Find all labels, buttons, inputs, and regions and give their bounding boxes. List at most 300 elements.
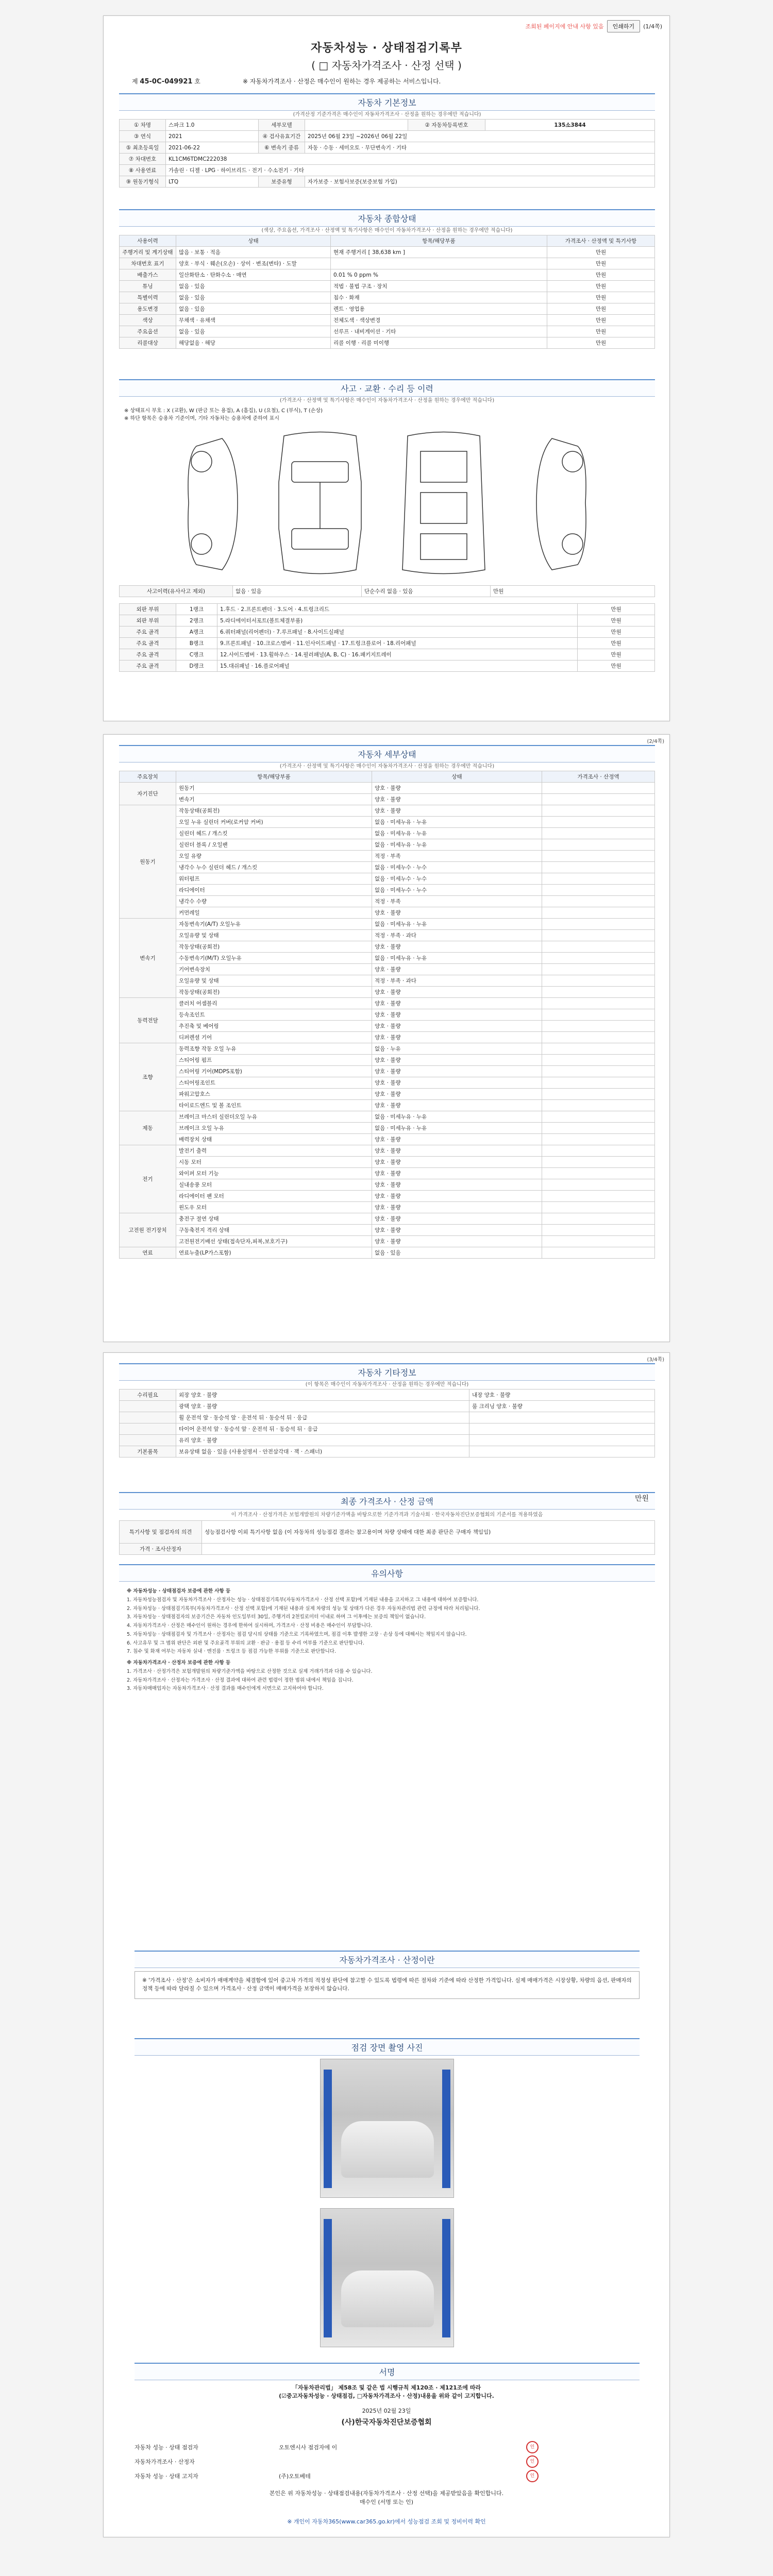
cell-v: 없음 · 있음 bbox=[176, 303, 331, 315]
col-header: 항목/해당부품 bbox=[331, 235, 547, 247]
table-row bbox=[120, 604, 655, 615]
seal-stamp: 인 bbox=[526, 2455, 539, 2468]
detail-price bbox=[542, 1168, 655, 1179]
table-row bbox=[120, 998, 655, 1009]
detail-price bbox=[542, 805, 655, 817]
other-b: 룸 크리닝 양호 · 불량 bbox=[469, 1401, 655, 1412]
table-row bbox=[120, 1191, 655, 1202]
detail-price bbox=[542, 896, 655, 907]
notes-list bbox=[127, 1584, 647, 1694]
docno-label: 제 bbox=[132, 78, 138, 85]
rank-name: 1랭크 bbox=[176, 604, 217, 615]
detail-item: 실내송풍 모터 bbox=[176, 1179, 372, 1191]
signer-role: 자동차가격조사 · 산정자 bbox=[135, 2459, 195, 2465]
detail-table bbox=[119, 771, 655, 1259]
other-label bbox=[120, 1401, 176, 1412]
detail-status: 양호 · 불량 bbox=[372, 1157, 542, 1168]
table-row bbox=[120, 930, 655, 941]
rank-memo: 만원 bbox=[578, 638, 655, 649]
detail-price bbox=[542, 851, 655, 862]
table-row bbox=[120, 1544, 655, 1555]
accident-note-1: ※ 상태표시 부호 : X (교환), W (판금 또는 용접), A (흠집), U (요철), C (부식), T (손상) bbox=[124, 408, 323, 414]
detail-price bbox=[542, 975, 655, 987]
detail-item: 스티어링조인트 bbox=[176, 1077, 372, 1089]
sign-date: 2025년 02월 23일 bbox=[362, 2408, 411, 2414]
detail-status: 양호 · 불량 bbox=[372, 1055, 542, 1066]
rank-table bbox=[119, 603, 655, 672]
page-number: (1/4쪽) bbox=[643, 23, 662, 30]
cell-item: 렌트 · 영업용 bbox=[331, 303, 547, 315]
note-item: ※ 자동차성능 · 상태점검자 보증에 관한 사항 등 bbox=[127, 1588, 231, 1594]
detail-item: 실린더 블록 / 오일팬 bbox=[176, 839, 372, 851]
detail-price bbox=[542, 817, 655, 828]
detail-status: 적정 · 부족 · 과다 bbox=[372, 930, 542, 941]
detail-status: 양호 · 불량 bbox=[372, 1145, 542, 1157]
detail-section-sub: (가격조사 · 산정액 및 특기사항은 매수인이 자동차가격조사 · 산정을 원하는 경우에만 적습니다) bbox=[279, 764, 495, 769]
car-image bbox=[341, 2121, 434, 2178]
table-row bbox=[120, 315, 655, 326]
rank-name: D랭크 bbox=[176, 660, 217, 672]
final-note: 이 가격조사 · 산정가격은 보험개발원의 차량기준가액을 바탕으로한 기준가격과 기술사회 · 한국자동차진단보증협회의 기준서를 적용하였음 bbox=[231, 1512, 543, 1518]
cell-item: 0.01 % 0 ppm % bbox=[331, 269, 547, 281]
table-row bbox=[120, 165, 655, 176]
detail-item: 냉각수 누수 실린더 헤드 / 개스킷 bbox=[176, 862, 372, 873]
detail-item: 수동변속기(M/T) 오일누유 bbox=[176, 953, 372, 964]
other-b: 내장 양호 · 불량 bbox=[469, 1389, 655, 1401]
table-row bbox=[120, 247, 655, 258]
detail-item: 브레이크 오일 누유 bbox=[176, 1123, 372, 1134]
detail-status: 양호 · 불량 bbox=[372, 964, 542, 975]
table-row bbox=[120, 615, 655, 626]
detail-price bbox=[542, 907, 655, 919]
notice-link[interactable]: 조회된 페이지에 안내 사항 있음 bbox=[525, 23, 604, 30]
detail-status: 없음 · 미세누유 · 누유 bbox=[372, 1123, 542, 1134]
car-top-view bbox=[279, 432, 361, 574]
sign-footer[interactable]: ※ 개인이 자동차365(www.car365.go.kr)에서 성능점검 조회 및 정비이력 확인 bbox=[287, 2518, 486, 2525]
table-row bbox=[120, 896, 655, 907]
cell-value: 자가보증 · 보험사보증(보증보험 가입) bbox=[305, 176, 655, 188]
detail-price bbox=[542, 862, 655, 873]
notes-section-head: 유의사항 bbox=[119, 1564, 655, 1582]
detail-status: 양호 · 불량 bbox=[372, 783, 542, 794]
table-row bbox=[120, 120, 655, 131]
accident-section-sub: (가격조사 · 산정액 및 특기사항은 매수인이 자동차가격조사 · 산정을 원하는 경우에만 적습니다) bbox=[279, 398, 495, 403]
car-right-side bbox=[536, 438, 586, 570]
detail-status: 양호 · 불량 bbox=[372, 1009, 542, 1021]
table-row bbox=[120, 817, 655, 828]
final-unit: 만원 bbox=[634, 1495, 649, 1503]
rank-items: 1.후드 · 2.프론트펜더 · 3.도어 · 4.트렁크리드 bbox=[217, 604, 578, 615]
table-row bbox=[120, 626, 655, 638]
overall-table bbox=[119, 235, 655, 349]
rank-group: 주요 골격 bbox=[120, 638, 176, 649]
cell-memo: 만원 bbox=[547, 292, 655, 303]
cell-memo: 만원 bbox=[547, 315, 655, 326]
table-row bbox=[120, 269, 655, 281]
table-row bbox=[120, 1055, 655, 1066]
cell-k: 튜닝 bbox=[120, 281, 176, 292]
detail-price bbox=[542, 1145, 655, 1157]
cell-item: 선루프 · 내비게이션 · 기타 bbox=[331, 326, 547, 337]
cell-label: 세부모델 bbox=[259, 120, 305, 131]
car-image bbox=[341, 2270, 434, 2327]
page-number: (2/4쪽) bbox=[647, 739, 664, 744]
table-row bbox=[120, 907, 655, 919]
table-row bbox=[120, 1168, 655, 1179]
table-row bbox=[120, 1100, 655, 1111]
detail-status: 양호 · 불량 bbox=[372, 1089, 542, 1100]
detail-price bbox=[542, 885, 655, 896]
detail-item: 오일유량 및 상태 bbox=[176, 930, 372, 941]
remark-text: 성능점검사항 이외 특기사항 없음 (이 자동차의 성능점검 결과는 참고용이며 차량 상태에 대한 최종 판단은 구매자 책임임) bbox=[202, 1521, 655, 1544]
detail-group: 연료 bbox=[120, 1247, 176, 1259]
cell-label: ⑨ 원동기형식 bbox=[120, 176, 166, 188]
detail-status: 양호 · 불량 bbox=[372, 1225, 542, 1236]
note-item: 3. 자동차매매업자는 자동차가격조사 · 산정 결과를 매수인에게 서면으로 고지하여야 합니다. bbox=[127, 1686, 324, 1692]
detail-item: 오일유량 및 상태 bbox=[176, 975, 372, 987]
detail-price bbox=[542, 1225, 655, 1236]
rank-name: A랭크 bbox=[176, 626, 217, 638]
detail-status: 양호 · 불량 bbox=[372, 1168, 542, 1179]
table-row bbox=[120, 941, 655, 953]
detail-price bbox=[542, 1043, 655, 1055]
table-row bbox=[120, 281, 655, 292]
cell-label: ① 차명 bbox=[120, 120, 166, 131]
col-header: 상태 bbox=[372, 771, 542, 783]
detail-price bbox=[542, 1100, 655, 1111]
cell-item: 침수 · 화재 bbox=[331, 292, 547, 303]
detail-item: 추진축 및 베어링 bbox=[176, 1021, 372, 1032]
signer-role: 자동차 성능 · 상태 고지자 bbox=[135, 2473, 198, 2480]
print-button[interactable]: 인쇄하기 bbox=[607, 20, 641, 32]
cell-item: 적법 · 불법 구조 · 장치 bbox=[331, 281, 547, 292]
table-row bbox=[120, 862, 655, 873]
cell-k: 배출가스 bbox=[120, 269, 176, 281]
cell-k: 색상 bbox=[120, 315, 176, 326]
signer-name: 오토엔시사 점검자에 이 bbox=[279, 2444, 338, 2451]
detail-group: 고전원 전기장치 bbox=[120, 1213, 176, 1247]
table-row bbox=[120, 258, 655, 269]
detail-status: 없음 · 미세누수 · 누수 bbox=[372, 873, 542, 885]
note-item: ※ 자동차가격조사 · 산정자 보증에 관한 사항 등 bbox=[127, 1660, 231, 1666]
detail-price bbox=[542, 783, 655, 794]
other-section-head: 자동차 기타정보 bbox=[119, 1363, 655, 1381]
table-row bbox=[120, 1435, 655, 1446]
detail-status: 양호 · 불량 bbox=[372, 1236, 542, 1247]
table-row bbox=[120, 1236, 655, 1247]
detail-price bbox=[542, 828, 655, 839]
table-row bbox=[120, 1123, 655, 1134]
table-row bbox=[120, 1202, 655, 1213]
cell-v: 없음 · 있음 bbox=[176, 292, 331, 303]
car-left-side bbox=[188, 438, 238, 570]
other-b bbox=[469, 1446, 655, 1458]
accident-memo: 만원 bbox=[491, 586, 655, 597]
cell-label: ⑥ 변속기 종류 bbox=[259, 142, 305, 154]
cell-value: 2021-06-22 bbox=[166, 142, 259, 154]
accident-section-head: 사고 · 교환 · 수리 등 이력 bbox=[119, 379, 655, 397]
cell-memo: 만원 bbox=[547, 269, 655, 281]
rank-items: 6.쿼터패널(리어펜더) · 7.루프패널 · 8.사이드실패널 bbox=[217, 626, 578, 638]
cell-v: 해당없음 · 해당 bbox=[176, 337, 331, 349]
col-header: 상태 bbox=[176, 235, 331, 247]
detail-status: 양호 · 불량 bbox=[372, 794, 542, 805]
lift-post bbox=[324, 2219, 332, 2337]
appraiser-label: 가격 · 조사산정자 bbox=[120, 1544, 202, 1555]
detail-status: 적정 · 부족 · 과다 bbox=[372, 975, 542, 987]
detail-price bbox=[542, 1055, 655, 1066]
table-row bbox=[120, 326, 655, 337]
basic-section-head: 자동차 기본정보 bbox=[119, 93, 655, 111]
basic-section-sub: (가격산정 기준가격은 매수인이 자동차가격조사 · 산정을 원하는 경우에만 적습니다) bbox=[293, 112, 481, 117]
detail-item: 라디에이터 bbox=[176, 885, 372, 896]
overall-section-sub: (색상, 주요옵션, 가격조사 · 산정액 및 특기사항은 매수인이 자동차가격조사 · 산정을 원하는 경우에만 적습니다) bbox=[261, 228, 513, 233]
sign-section-head: 서명 bbox=[135, 2363, 640, 2380]
detail-status: 양호 · 불량 bbox=[372, 1213, 542, 1225]
detail-status: 없음 · 미세누유 · 누유 bbox=[372, 828, 542, 839]
rank-items: 15.대쉬패널 · 16.플로어패널 bbox=[217, 660, 578, 672]
rank-group: 주요 골격 bbox=[120, 649, 176, 660]
rank-memo: 만원 bbox=[578, 604, 655, 615]
table-row bbox=[120, 1213, 655, 1225]
other-table bbox=[119, 1389, 655, 1458]
cell-v: 일산화탄소 · 탄화수소 · 매연 bbox=[176, 269, 331, 281]
table-row bbox=[120, 1521, 655, 1544]
table-row bbox=[120, 303, 655, 315]
detail-price bbox=[542, 1236, 655, 1247]
detail-status: 양호 · 불량 bbox=[372, 1179, 542, 1191]
cell-v: 양호 · 부식 · 훼손(오손) · 상이 · 변조(변타) · 도말 bbox=[176, 258, 331, 269]
detail-item: 스티어링 펌프 bbox=[176, 1055, 372, 1066]
cell-k: 주요옵션 bbox=[120, 326, 176, 337]
table-row bbox=[120, 794, 655, 805]
note-item: 4. 자동차가격조사 · 산정은 매수인이 원하는 경우에 한하여 실시하며, 가격조사 · 산정 비용은 매수인이 부담합니다. bbox=[127, 1623, 373, 1629]
other-a: 보유상태 없음 · 있음 (사용설명서 · 안전삼각대 · 잭 · 스패너) bbox=[176, 1446, 469, 1458]
detail-status: 양호 · 불량 bbox=[372, 941, 542, 953]
accident-result-table bbox=[119, 585, 655, 597]
table-row bbox=[120, 805, 655, 817]
table-row bbox=[120, 1111, 655, 1123]
detail-item: 변속기 bbox=[176, 794, 372, 805]
rank-items: 12.사이드멤버 · 13.휠하우스 · 14.필러패널(A, B, C) · 16.패키지트레이 bbox=[217, 649, 578, 660]
title-line-2: ( □ 자동차가격조사 · 산정 선택 ) bbox=[311, 59, 462, 72]
table-row bbox=[120, 1423, 655, 1435]
detail-group: 전기 bbox=[120, 1145, 176, 1213]
detail-status: 양호 · 불량 bbox=[372, 1066, 542, 1077]
table-row bbox=[120, 292, 655, 303]
detail-status: 양호 · 불량 bbox=[372, 907, 542, 919]
fuel-options: 가솔린 · 디젤 · LPG · 하이브리드 · 전기 · 수소전기 · 기타 bbox=[166, 165, 655, 176]
detail-price bbox=[542, 964, 655, 975]
col-header: 가격조사 · 산정액 및 특기사항 bbox=[547, 235, 655, 247]
detail-status: 없음 · 미세누유 · 누유 bbox=[372, 1111, 542, 1123]
cell-value: 스파크 1.0 bbox=[166, 120, 259, 131]
detail-price bbox=[542, 839, 655, 851]
title-line-1: 자동차성능 · 상태점검기록부 bbox=[311, 42, 462, 55]
detail-price bbox=[542, 1202, 655, 1213]
detail-status: 양호 · 불량 bbox=[372, 1077, 542, 1089]
table-row bbox=[120, 1247, 655, 1259]
detail-status: 양호 · 불량 bbox=[372, 987, 542, 998]
page-2 bbox=[103, 734, 670, 1342]
other-a: 광택 양호 · 불량 bbox=[176, 1401, 469, 1412]
other-a: 휠 운전석 앞 · 동승석 앞 · 운전석 뒤 · 동승석 뒤 · 응급 bbox=[176, 1412, 469, 1423]
overall-section-head: 자동차 종합상태 bbox=[119, 209, 655, 227]
basic-info-table bbox=[119, 119, 655, 188]
table-row bbox=[120, 1009, 655, 1021]
other-label bbox=[120, 1435, 176, 1446]
cell-k: 용도변경 bbox=[120, 303, 176, 315]
note-item: 1. 자동차성능점검자 및 자동차가격조사 · 산정자는 성능 · 상태점검기록부(자동차가격조사 · 산정 선택 포함)에 기재된 내용을 고지하고 그 내용에 대하여 보증합니다. bbox=[127, 1597, 479, 1603]
signature-row bbox=[135, 2454, 640, 2469]
inspection-photo-2 bbox=[320, 2208, 454, 2347]
detail-price bbox=[542, 873, 655, 885]
accident-note-2: ※ 하단 항목은 승용차 기준이며, 기타 자동차는 승용차에 준하여 표시 bbox=[124, 416, 279, 421]
table-row bbox=[120, 783, 655, 794]
table-row bbox=[120, 1134, 655, 1145]
table-row bbox=[120, 1021, 655, 1032]
cell-memo: 만원 bbox=[547, 247, 655, 258]
detail-item: 고전원전기배선 상태(접속단자,피복,보호기구) bbox=[176, 1236, 372, 1247]
vin-value: KL1CM6TDMC222038 bbox=[166, 154, 655, 165]
warn-box: ※ '가격조사 · 산정'은 소비자가 매매계약을 체결함에 있어 중고차 가격의 적정성 판단에 참고할 수 있도록 법령에 따른 절차와 기준에 따라 산정한 가격입니다. 실제 매매가격은 시장상황, 차량의 옵션, 판매자의 정책 등에 따라 달라질 수 있으며 가격조사 · 산정 금액이 매매가격을 보장하지 않습니다. bbox=[135, 1971, 640, 1999]
cell-value: LTQ bbox=[166, 176, 259, 188]
car-damage-diagram bbox=[165, 426, 609, 580]
detail-item: 작동상태(공회전) bbox=[176, 805, 372, 817]
table-row bbox=[120, 176, 655, 188]
rank-name: C랭크 bbox=[176, 649, 217, 660]
seal-stamp: 인 bbox=[526, 2470, 539, 2482]
detail-price bbox=[542, 1213, 655, 1225]
detail-price bbox=[542, 1134, 655, 1145]
detail-item: 발전기 출력 bbox=[176, 1145, 372, 1157]
note-item: 1. 가격조사 · 산정가격은 보험개발원의 차량기준가액을 바탕으로 산정한 것으로 실제 거래가격과 다를 수 있습니다. bbox=[127, 1668, 373, 1674]
detail-price bbox=[542, 1157, 655, 1168]
detail-group: 원동기 bbox=[120, 805, 176, 919]
table-row bbox=[120, 1043, 655, 1055]
detail-item: 디퍼렌셜 기어 bbox=[176, 1032, 372, 1043]
other-a: 유리 양호 · 불량 bbox=[176, 1435, 469, 1446]
table-row bbox=[120, 1157, 655, 1168]
signer-role: 자동차 성능 · 상태 점검자 bbox=[135, 2444, 198, 2451]
table-row bbox=[120, 1412, 655, 1423]
detail-status: 없음 · 미세누유 · 누유 bbox=[372, 839, 542, 851]
final-table bbox=[119, 1520, 655, 1555]
rank-memo: 만원 bbox=[578, 660, 655, 672]
detail-status: 양호 · 불량 bbox=[372, 1191, 542, 1202]
other-b bbox=[469, 1412, 655, 1423]
detail-item: 파워고압호스 bbox=[176, 1089, 372, 1100]
note-item: 2. 자동차가격조사 · 산정자는 가격조사 · 산정 결과에 대하여 관련 법령이 정한 범위 내에서 책임을 집니다. bbox=[127, 1677, 354, 1683]
registration-number: 135소3844 bbox=[485, 120, 655, 131]
note-item: 5. 자동차성능 · 상태점검자 및 가격조사 · 산정자는 점검 당시의 상태를 기준으로 기록하였으며, 점검 이후 발생한 고장 · 손상 등에 대해서는 책임지지 않습니다. bbox=[127, 1631, 467, 1637]
detail-group: 제동 bbox=[120, 1111, 176, 1145]
detail-price bbox=[542, 794, 655, 805]
top-toolbar bbox=[525, 20, 662, 32]
remark-label: 특기사항 및 점검자의 의견 bbox=[120, 1521, 202, 1544]
other-section-sub: (이 항목은 매수인이 자동차가격조사 · 산정을 원하는 경우에만 적습니다) bbox=[305, 1382, 469, 1387]
cell-value bbox=[305, 120, 408, 131]
table-row bbox=[120, 649, 655, 660]
detail-price bbox=[542, 930, 655, 941]
cell-label: ⑧ 사용연료 bbox=[120, 165, 166, 176]
detail-status: 양호 · 불량 bbox=[372, 1032, 542, 1043]
detail-item: 윈도우 모터 bbox=[176, 1202, 372, 1213]
table-row bbox=[120, 586, 655, 597]
detail-price bbox=[542, 1111, 655, 1123]
cell-v: 없음 · 있음 bbox=[176, 326, 331, 337]
cell-item bbox=[331, 258, 547, 269]
table-row bbox=[120, 1066, 655, 1077]
other-label bbox=[120, 1412, 176, 1423]
other-label: 기본품목 bbox=[120, 1446, 176, 1458]
detail-status: 없음 · 미세누수 · 누수 bbox=[372, 885, 542, 896]
table-row bbox=[120, 828, 655, 839]
accident-result: 없음 · 있음 bbox=[233, 586, 362, 597]
sign-confirm: 본인은 위 자동차성능 · 상태점검내용(자동차가격조사 · 산정 선택)을 제공받았음을 확인합니다. bbox=[269, 2490, 504, 2497]
detail-item: 커먼레일 bbox=[176, 907, 372, 919]
cell-memo: 만원 bbox=[547, 303, 655, 315]
appraiser-value bbox=[202, 1544, 655, 1555]
rank-name: B랭크 bbox=[176, 638, 217, 649]
lift-post bbox=[442, 2070, 450, 2188]
detail-item: 충전구 절연 상태 bbox=[176, 1213, 372, 1225]
other-a: 외장 양호 · 불량 bbox=[176, 1389, 469, 1401]
col-header: 항목/해당부품 bbox=[176, 771, 372, 783]
detail-price bbox=[542, 987, 655, 998]
detail-item: 작동상태(공회전) bbox=[176, 941, 372, 953]
detail-item: 오일 유량 bbox=[176, 851, 372, 862]
document-note: ※ 자동차가격조사 · 산정은 매수인이 원하는 경우 제공하는 서비스입니다. bbox=[243, 78, 441, 85]
sign-law-2: (☑중고자동차성능 · 상태점검, □자동차가격조사 · 산정)내용을 위와 같이 고지합니다. bbox=[279, 2393, 494, 2399]
detail-status: 양호 · 불량 bbox=[372, 1134, 542, 1145]
table-row bbox=[120, 873, 655, 885]
cell-label: ③ 연식 bbox=[120, 131, 166, 142]
detail-price bbox=[542, 1089, 655, 1100]
cell-memo: 만원 bbox=[547, 337, 655, 349]
detail-item: 자동변속기(A/T) 오일누유 bbox=[176, 919, 372, 930]
detail-item: 클러치 어셈블리 bbox=[176, 998, 372, 1009]
detail-group: 동력전달 bbox=[120, 998, 176, 1043]
detail-status: 적정 · 부족 bbox=[372, 896, 542, 907]
detail-item: 구동축전지 격리 상태 bbox=[176, 1225, 372, 1236]
detail-status: 없음 · 미세누수 · 누수 bbox=[372, 862, 542, 873]
signature-list bbox=[135, 2440, 640, 2483]
other-label: 수리필요 bbox=[120, 1389, 176, 1401]
signature-row bbox=[135, 2469, 640, 2483]
page-1 bbox=[103, 15, 670, 721]
table-row bbox=[120, 1225, 655, 1236]
table-row bbox=[120, 1389, 655, 1401]
cell-label: ⑦ 차대번호 bbox=[120, 154, 166, 165]
col-header: 주요장치 bbox=[120, 771, 176, 783]
rank-memo: 만원 bbox=[578, 649, 655, 660]
photo-section-head: 점검 장면 촬영 사진 bbox=[135, 2038, 640, 2056]
document-title bbox=[104, 39, 669, 72]
table-header-row bbox=[120, 235, 655, 247]
detail-status: 양호 · 불량 bbox=[372, 1021, 542, 1032]
lift-post bbox=[324, 2070, 332, 2188]
document-number bbox=[132, 77, 200, 86]
cell-value: 자동 · 수동 · 세미오토 · 무단변속기 · 기타 bbox=[305, 142, 655, 154]
final-section-head: 최종 가격조사 · 산정 금액 bbox=[119, 1492, 655, 1510]
detail-status: 없음 · 미세누유 · 누유 bbox=[372, 953, 542, 964]
cell-item: 전체도색 · 색상변경 bbox=[331, 315, 547, 326]
signature-row bbox=[135, 2440, 640, 2454]
note-item: 7. 침수 및 화재 여부는 자동차 실내 · 엔진룸 · 트렁크 등 점검 가능한 부위를 기준으로 판단합니다. bbox=[127, 1649, 336, 1655]
detail-section-head: 자동차 세부상태 bbox=[119, 745, 655, 762]
cell-memo: 만원 bbox=[547, 258, 655, 269]
